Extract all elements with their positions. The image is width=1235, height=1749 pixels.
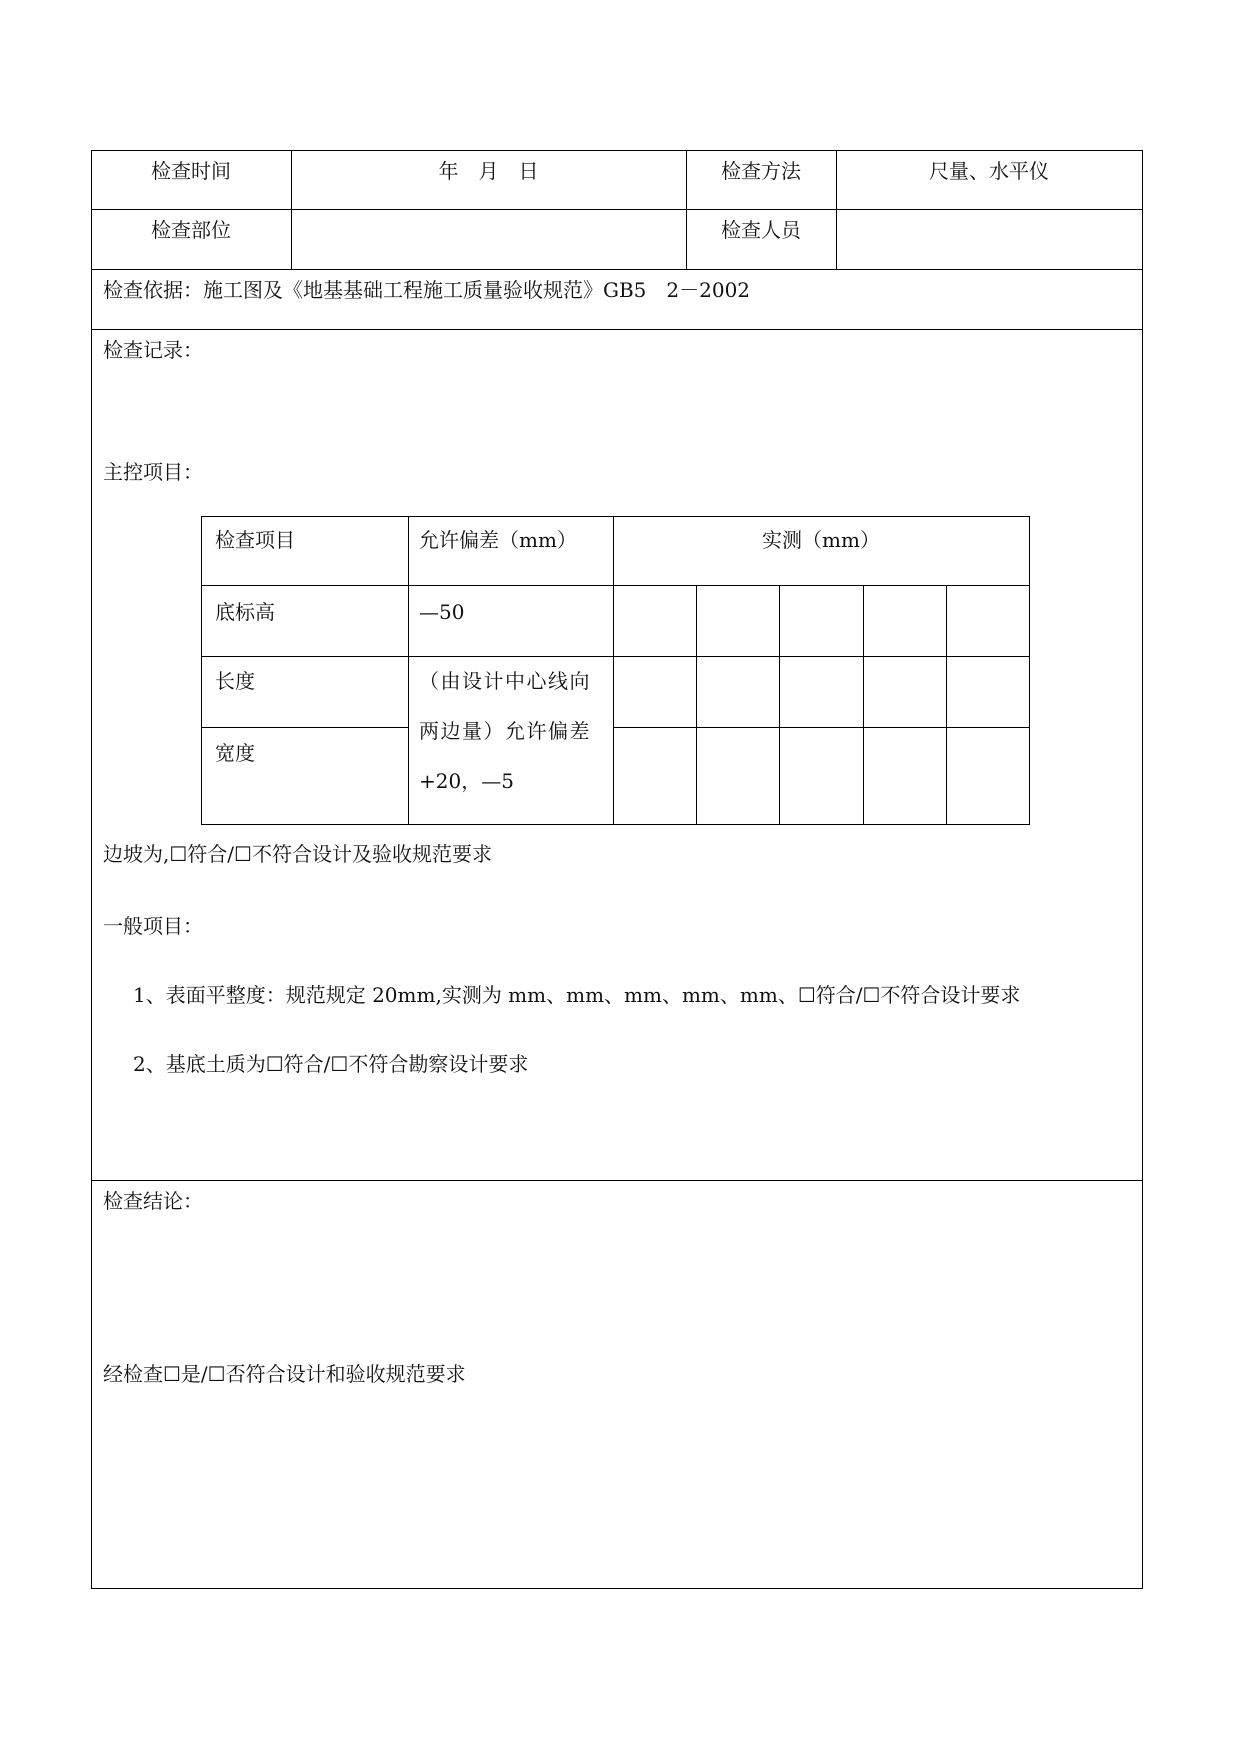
inspection-basis: 检查依据：施工图及《地基基础工程施工质量验收规范》GB5 2－2002 — [103, 278, 751, 302]
form-border-bottom — [91, 1588, 1143, 1589]
form-border-right — [1142, 150, 1143, 1589]
shared-tolerance-line: +20，—5 — [419, 769, 514, 793]
table-row-item: 长度 — [215, 669, 255, 693]
table-row-item: 底标高 — [215, 600, 275, 624]
column-header-tolerance: 允许偏差（mm） — [419, 528, 577, 552]
general-item: 1、表面平整度：规范规定 20mm,实测为 mm、mm、mm、mm、mm、☐符合/☐不符合设计要求 — [133, 983, 1021, 1007]
general-items-label: 一般项目： — [103, 914, 203, 938]
slope-check: 边坡为,☐符合/☐不符合设计及验收规范要求 — [103, 842, 492, 866]
table-row-tolerance: —50 — [419, 600, 465, 624]
row-divider — [91, 1180, 1143, 1181]
row-divider — [91, 269, 1143, 270]
form-border-top — [91, 150, 1143, 151]
shared-tolerance-line: 两边量）允许偏差 — [419, 719, 591, 743]
record-label: 检查记录： — [103, 338, 203, 362]
form-border-left — [91, 150, 92, 1589]
general-item: 2、基底土质为☐符合/☐不符合勘察设计要求 — [133, 1052, 529, 1076]
label-inspection-method: 检查方法 — [721, 159, 801, 183]
label-inspection-location: 检查部位 — [151, 218, 231, 242]
column-header-measured: 实测（mm） — [762, 528, 880, 552]
main-items-label: 主控项目： — [103, 460, 203, 484]
column-header-item: 检查项目 — [215, 528, 295, 552]
conclusion-text: 经检查☐是/☐否符合设计和验收规范要求 — [103, 1362, 466, 1386]
row-divider — [91, 329, 1143, 330]
inspection-method-field[interactable]: 尺量、水平仪 — [929, 159, 1049, 183]
table-row-item: 宽度 — [215, 741, 255, 765]
conclusion-label: 检查结论： — [103, 1189, 203, 1213]
label-inspection-time: 检查时间 — [151, 159, 231, 183]
label-inspector: 检查人员 — [721, 218, 801, 242]
inspection-date-field[interactable]: 年 月 日 — [438, 159, 539, 183]
row-divider — [91, 209, 1143, 210]
shared-tolerance-line: （由设计中心线向 — [419, 669, 591, 693]
